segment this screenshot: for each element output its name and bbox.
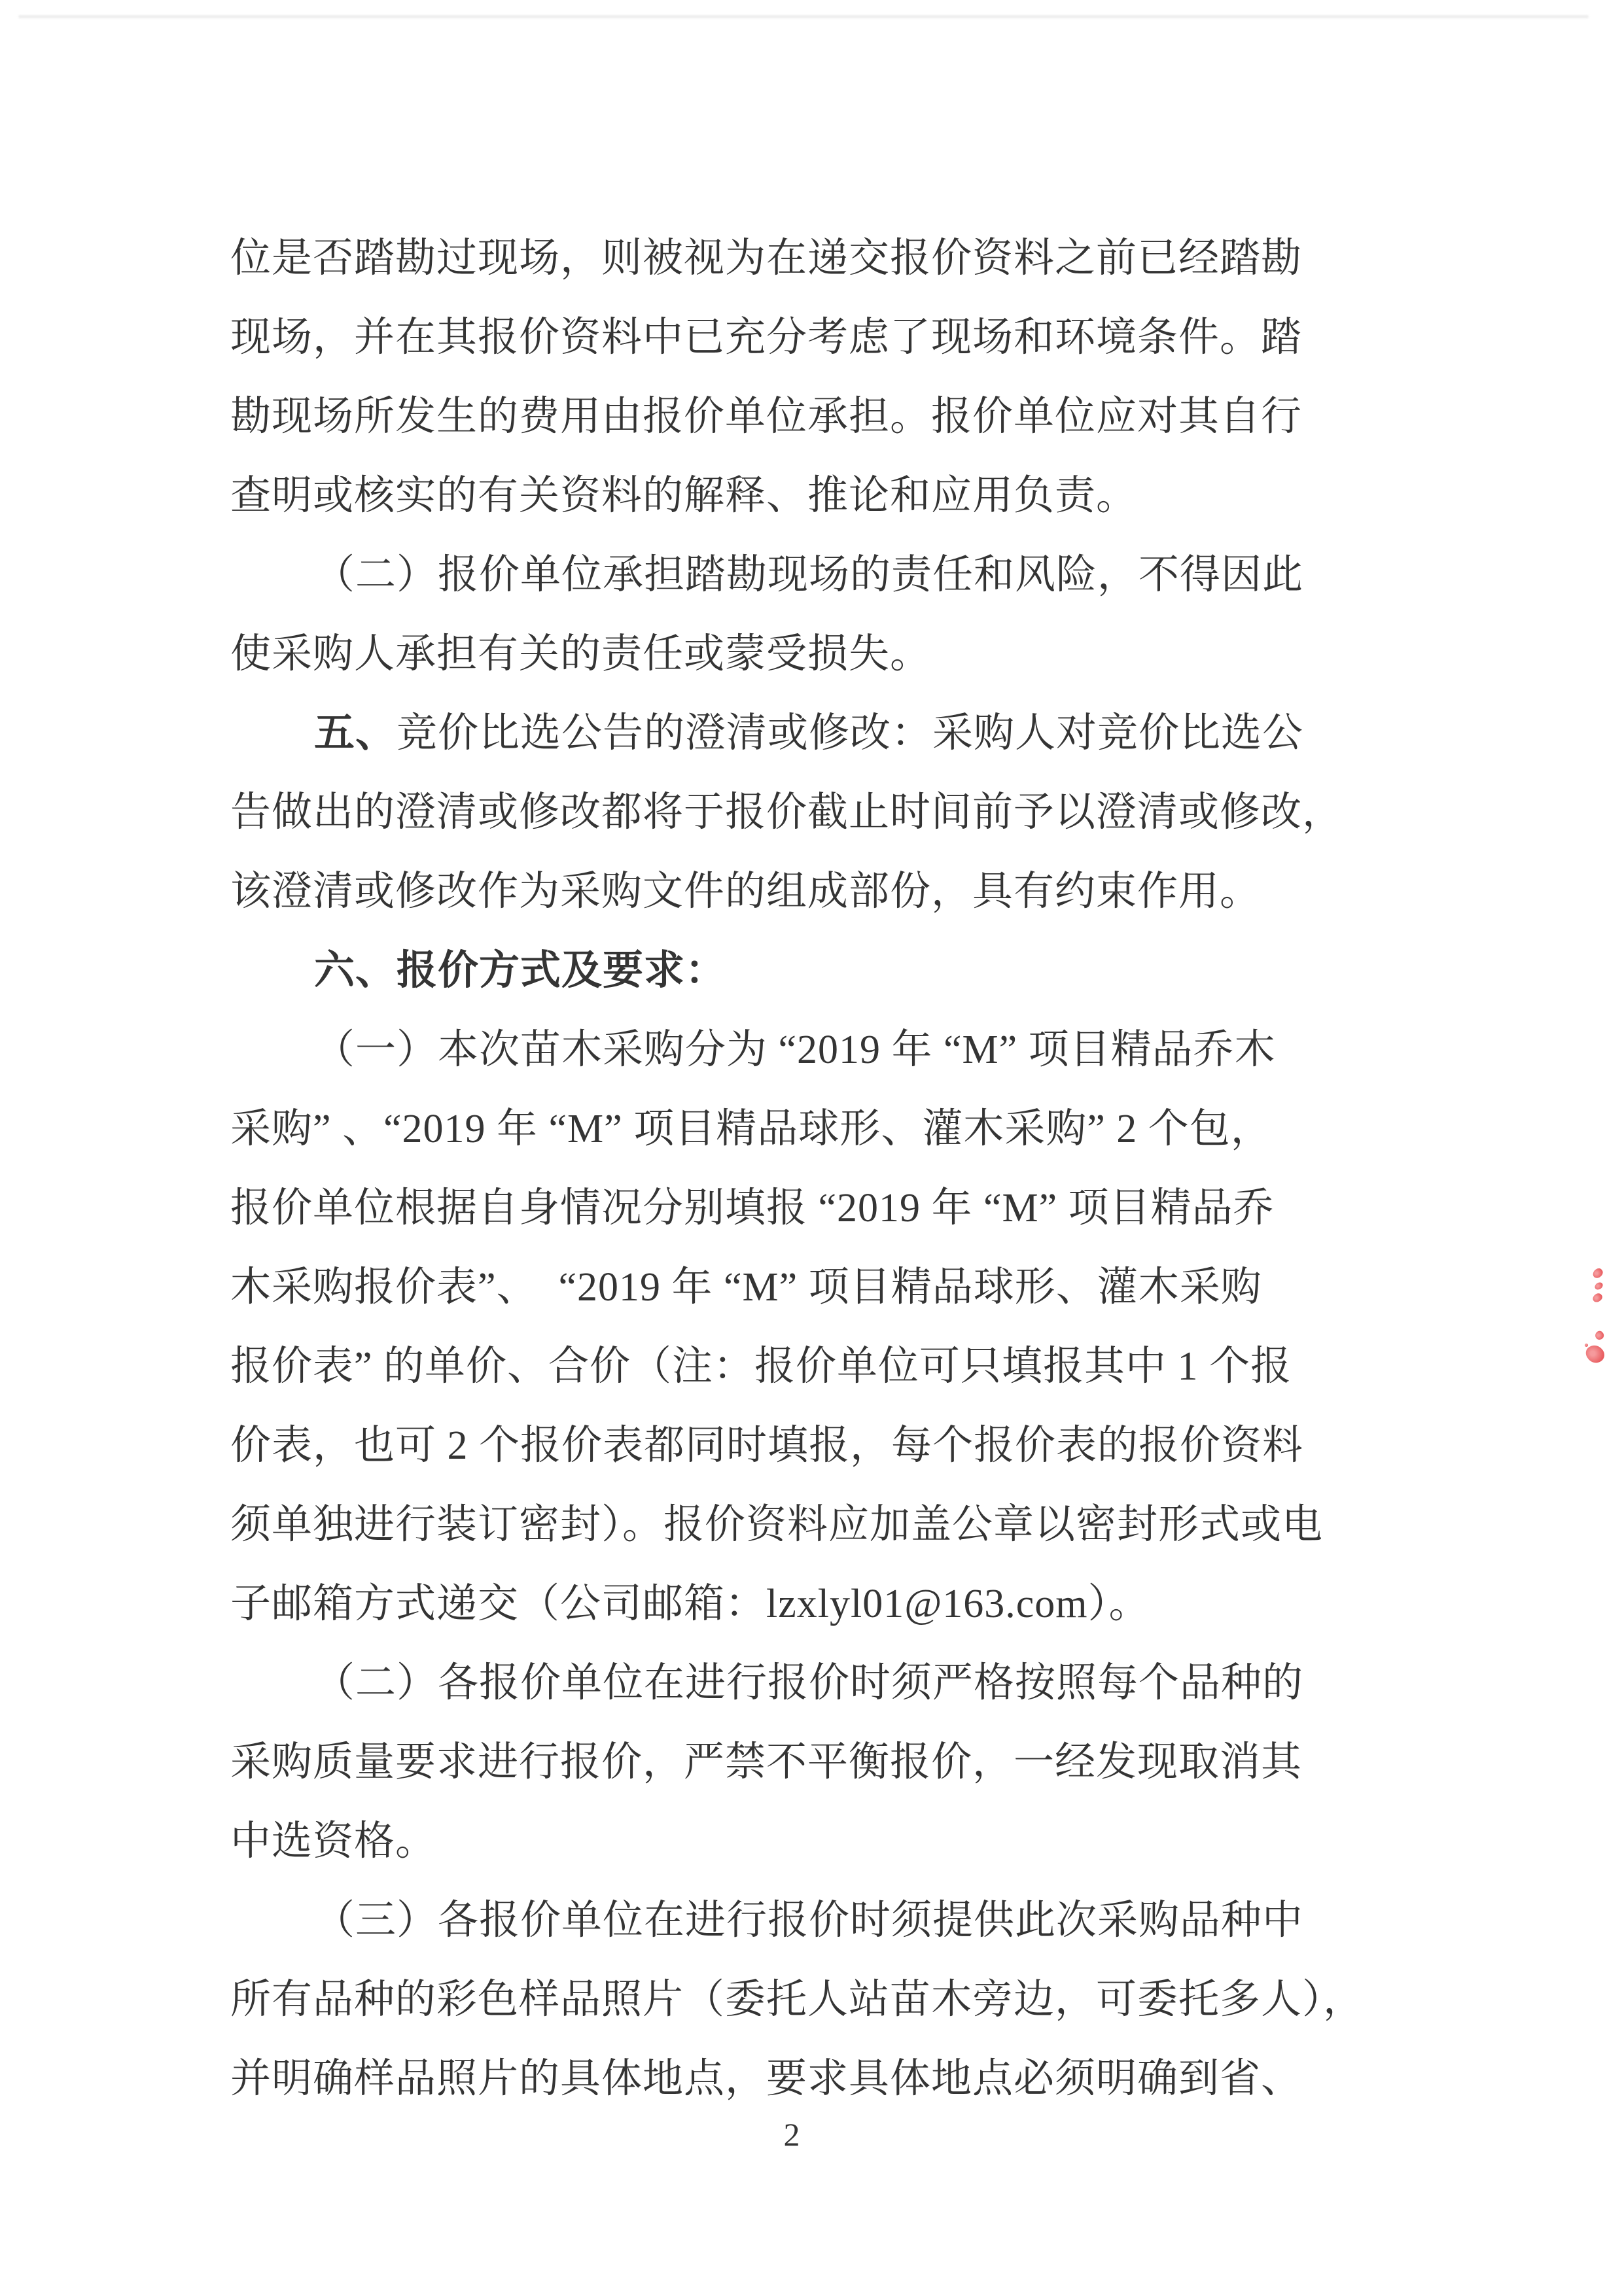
text-line: 木采购报价表”、 “2019 年 “M” 项目精品球形、灌木采购 [230, 1265, 1262, 1310]
text-line: 五、竞价比选公告的澄清或修改：采购人对竞价比选公 [314, 711, 1304, 756]
stamp-stroke [1591, 1266, 1605, 1279]
text-line: 告做出的澄清或修改都将于报价截止时间前予以澄清或修改， [230, 790, 1344, 835]
text-line: 报价单位根据自身情况分别填报 “2019 年 “M” 项目精品乔 [230, 1186, 1275, 1230]
text-line: 现场，并在其报价资料中已充分考虑了现场和环境条件。踏 [230, 315, 1303, 360]
text-line: 位是否踏勘过现场，则被视为在递交报价资料之前已经踏勘 [230, 236, 1303, 281]
text-line: 查明或核实的有关资料的解释、推论和应用负责。 [230, 474, 1138, 518]
heading-number: 六、 [314, 948, 397, 993]
stamp-stroke [1591, 1292, 1604, 1304]
stamp-stroke [1593, 1281, 1604, 1291]
text-line: 子邮箱方式递交（公司邮箱：lzxlyl01@163.com）。 [230, 1582, 1150, 1626]
text-line: 采购” 、“2019 年 “M” 项目精品球形、灌木采购” 2 个包， [230, 1107, 1272, 1151]
stamp-stroke [1593, 1329, 1605, 1341]
text-line: 采购质量要求进行报价，严禁不平衡报价，一经发现取消其 [230, 1740, 1303, 1784]
text-line: 勘现场所发生的费用由报价单位承担。报价单位应对其自行 [230, 394, 1303, 439]
text-line: （一）本次苗木采购分为 “2019 年 “M” 项目精品乔木 [314, 1028, 1276, 1072]
heading-number: 五、 [314, 711, 397, 756]
text-line: 所有品种的彩色样品照片（委托人站苗木旁边，可委托多人）， [230, 1977, 1365, 2022]
text-line: 使采购人承担有关的责任或蒙受损失。 [230, 632, 932, 676]
text-line: 须单独进行装订密封）。报价资料应加盖公章以密封形式或电 [230, 1503, 1324, 1547]
scan-artifact-line [18, 15, 1589, 18]
text-line: （二）报价单位承担踏勘现场的责任和风险，不得因此 [314, 553, 1304, 597]
text-line: 价表，也可 2 个报价表都同时填报，每个报价表的报价资料 [230, 1423, 1304, 1468]
document-body [230, 219, 1408, 2119]
text-line: （三）各报价单位在进行报价时须提供此次采购品种中 [314, 1898, 1304, 1943]
stamp-stroke [1585, 1344, 1588, 1347]
text-line: 报价表” 的单价、合价（注：报价单位可只填报其中 1 个报 [230, 1344, 1292, 1389]
text-line: （二）各报价单位在进行报价时须严格按照每个品种的 [314, 1661, 1304, 1705]
text-line: 该澄清或修改作为采购文件的组成部份，具有约束作用。 [230, 869, 1262, 914]
text-line: 并明确样品照片的具体地点，要求具体地点必须明确到省、 [230, 2057, 1303, 2101]
page-number: 2 [783, 2116, 800, 2153]
text-line: 六、报价方式及要求： [314, 948, 727, 993]
text-line: 中选资格。 [230, 1819, 437, 1864]
